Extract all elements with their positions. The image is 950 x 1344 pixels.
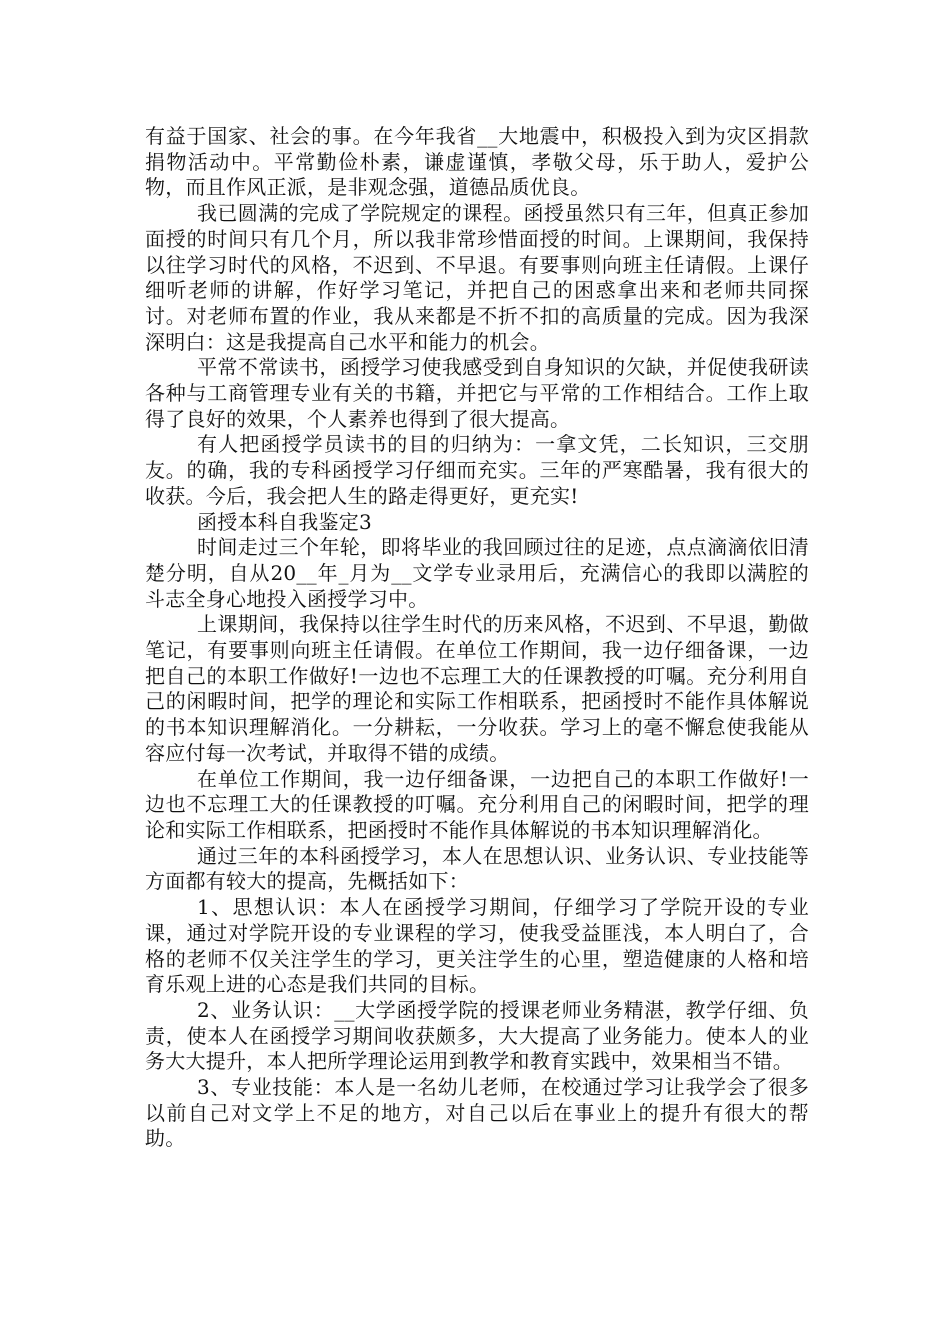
section-heading: 函授本科自我鉴定3 [197,509,372,534]
document-body [145,124,809,1152]
paragraph-4: 有人把函授学员读书的目的归纳为：一拿文凭，二长知识，三交朋友。的确，我的专科函授学习仔细而充实。三年的严寒酷暑，我有很大的收获。今后，我会把人生的路走得更好，更充实! [145,432,809,508]
paragraph-9: 1、思想认识：本人在函授学习期间，仔细学习了学院开设的专业课，通过对学院开设的专业课程的学习，使我受益匪浅，本人明白了，合格的老师不仅关注学生的学习，更关注学生的心里，塑造健康的人格和培育乐观上进的心态是我们共同的目标。 [145,895,809,997]
paragraph-8: 通过三年的本科函授学习，本人在思想认识、业务认识、专业技能等方面都有较大的提高，先概括如下： [145,843,809,894]
paragraph-3: 平常不常读书，函授学习使我感受到自身知识的欠缺，并促使我研读各种与工商管理专业有关的书籍，并把它与平常的工作相结合。工作上取得了良好的效果，个人素养也得到了很大提高。 [145,355,809,431]
paragraph-1: 有益于国家、社会的事。在今年我省__大地震中，积极投入到为灾区捐款捐物活动中。平常勤俭朴素，谦虚谨慎，孝敬父母，乐于助人，爱护公物，而且作风正派，是非观念强，道德品质优良。 [145,124,809,200]
paragraph-10: 2、业务认识：__大学函授学院的授课老师业务精湛，教学仔细、负责，使本人在函授学习期间收获颇多，大大提高了业务能力。使本人的业务大大提升，本人把所学理论运用到教学和教育实践中，效果相当不错。 [145,997,809,1074]
paragraph-6: 上课期间，我保持以往学生时代的历来风格，不迟到、不早退，勤做笔记，有要事则向班主任请假。在单位工作期间，我一边仔细备课，一边把自己的本职工作做好!一边也不忘理工大的任课教授的叮嘱。充分利用自己的闲暇时间，把学的理论和实际工作相联系，把函授时不能作具体解说的书本知识理解消化。一分耕耘，一分收获。学习上的毫不懈怠使我能从容应付每一次考试，并取得不错的成绩。 [145,612,809,765]
paragraph-2: 我已圆满的完成了学院规定的课程。函授虽然只有三年，但真正参加面授的时间只有几个月，所以我非常珍惜面授的时间。上课期间，我保持以往学习时代的风格，不迟到、不早退。有要事则向班主任请假。上课仔细听老师的讲解，作好学习笔记，并把自己的困惑拿出来和老师共同探讨。对老师布置的作业，我从来都是不折不扣的高质量的完成。因为我深深明白：这是我提高自己水平和能力的机会。 [145,201,809,354]
paragraph-5: 时间走过三个年轮，即将毕业的我回顾过往的足迹，点点滴滴依旧清楚分明，自从20__年_月为__文学专业录用后，充满信心的我即以满腔的斗志全身心地投入函授学习中。 [145,535,809,611]
paragraph-7: 在单位工作期间，我一边仔细备课，一边把自己的本职工作做好!一边也不忘理工大的任课教授的叮嘱。充分利用自己的闲暇时间，把学的理论和实际工作相联系，把函授时不能作具体解说的书本知识理解消化。 [145,766,809,842]
paragraph-11: 3、专业技能：本人是一名幼儿老师，在校通过学习让我学会了很多以前自己对文学上不足的地方，对自己以后在事业上的提升有很大的帮助。 [145,1075,809,1151]
